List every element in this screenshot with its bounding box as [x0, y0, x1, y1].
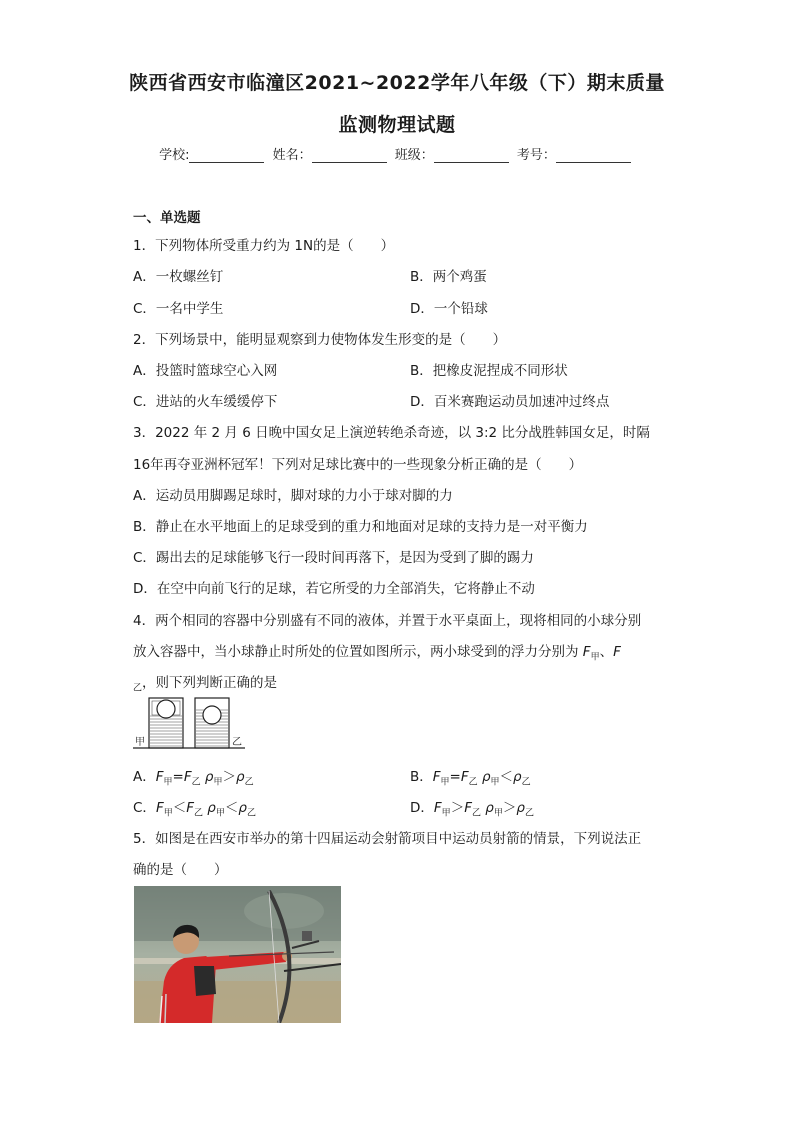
- q3-option-a[interactable]: A．运动员用脚踢足球时，脚对球的力小于球对脚的力: [133, 488, 453, 504]
- q4-option-a[interactable]: A．$F_甲=F_乙$ $\rho_甲>\rho_乙$: [133, 769, 254, 788]
- q2-option-d[interactable]: D．百米赛跑运动员加速冲过终点: [410, 394, 610, 410]
- q4-stem-line1: 4．两个相同的容器中分别盛有不同的液体，并置于水平桌面上，现将相同的小球分别: [133, 613, 642, 629]
- class-blank[interactable]: [434, 148, 509, 163]
- q2-option-b[interactable]: B．把橡皮泥捏成不同形状: [410, 363, 568, 379]
- name-label: 姓名：: [272, 148, 312, 163]
- section-title: 一、单选题: [133, 210, 201, 226]
- q1-option-c[interactable]: C．一名中学生: [133, 301, 224, 317]
- q1-option-d[interactable]: D．一个铅球: [410, 301, 488, 317]
- student-info-line: [0, 144, 794, 163]
- exam-title-line1: 陕西省西安市临潼区2021~2022学年八年级（下）期末质量: [129, 72, 665, 94]
- name-blank[interactable]: [312, 148, 387, 163]
- q3-option-c[interactable]: C．踢出去的足球能够飞行一段时间再落下，是因为受到了脚的踢力: [133, 550, 534, 566]
- number-blank[interactable]: [556, 148, 631, 163]
- q4-option-d[interactable]: D．$F_甲>F_乙$ $\rho_甲>\rho_乙$: [410, 800, 534, 819]
- q4-containers-figure: [133, 696, 245, 752]
- container-yi: [195, 698, 229, 748]
- archery-photo: [134, 886, 341, 1023]
- q5-stem-line2: 确的是（ ）: [133, 862, 228, 878]
- q3-option-d[interactable]: D．在空中向前飞行的足球，若它所受的力全部消失，它将静止不动: [133, 581, 535, 597]
- q1-stem: 1．下列物体所受重力约为 1N的是（ ）: [133, 238, 395, 254]
- number-label: 考号：: [516, 148, 556, 163]
- container-jia: [149, 698, 183, 748]
- q3-option-b[interactable]: B．静止在水平地面上的足球受到的重力和地面对足球的支持力是一对平衡力: [133, 519, 588, 535]
- q1-option-b[interactable]: B．两个鸡蛋: [410, 269, 487, 285]
- q4-stem-line2: 放入容器中，当小球静止时所处的位置如图所示，两小球受到的浮力分别为 $F_甲$、F: [133, 644, 621, 663]
- q4-option-b[interactable]: B．$F_甲=F_乙$ $\rho_甲<\rho_乙$: [410, 769, 531, 788]
- q4-stem-line3: $_乙$，则下列判断正确的是: [133, 675, 278, 694]
- q3-stem-line2: 16年再夺亚洲杯冠军！下列对足球比赛中的一些现象分析正确的是（ ）: [133, 457, 583, 473]
- q2-stem: 2．下列场景中，能明显观察到力使物体发生形变的是（ ）: [133, 332, 507, 348]
- exam-title-line2: 监测物理试题: [338, 114, 456, 136]
- label-yi: 乙: [232, 737, 242, 748]
- q2-option-a[interactable]: A．投篮时篮球空心入网: [133, 363, 278, 379]
- q2-option-c[interactable]: C．进站的火车缓缓停下: [133, 394, 278, 410]
- class-label: 班级：: [394, 148, 434, 163]
- q4-option-c[interactable]: C．$F_甲<F_乙$ $\rho_甲<\rho_乙$: [133, 800, 256, 819]
- school-blank[interactable]: [189, 148, 264, 163]
- school-label: 学校:: [159, 148, 190, 163]
- label-jia: 甲: [135, 737, 145, 748]
- q1-option-a[interactable]: A．一枚螺丝钉: [133, 269, 224, 285]
- q3-stem-line1: 3．2022 年 2 月 6 日晚中国女足上演逆转绝杀奇迹，以 3:2 比分战胜韩国女足，时隔: [133, 425, 650, 441]
- q5-stem-line1: 5．如图是在西安市举办的第十四届运动会射箭项目中运动员射箭的情景，下列说法正: [133, 831, 642, 847]
